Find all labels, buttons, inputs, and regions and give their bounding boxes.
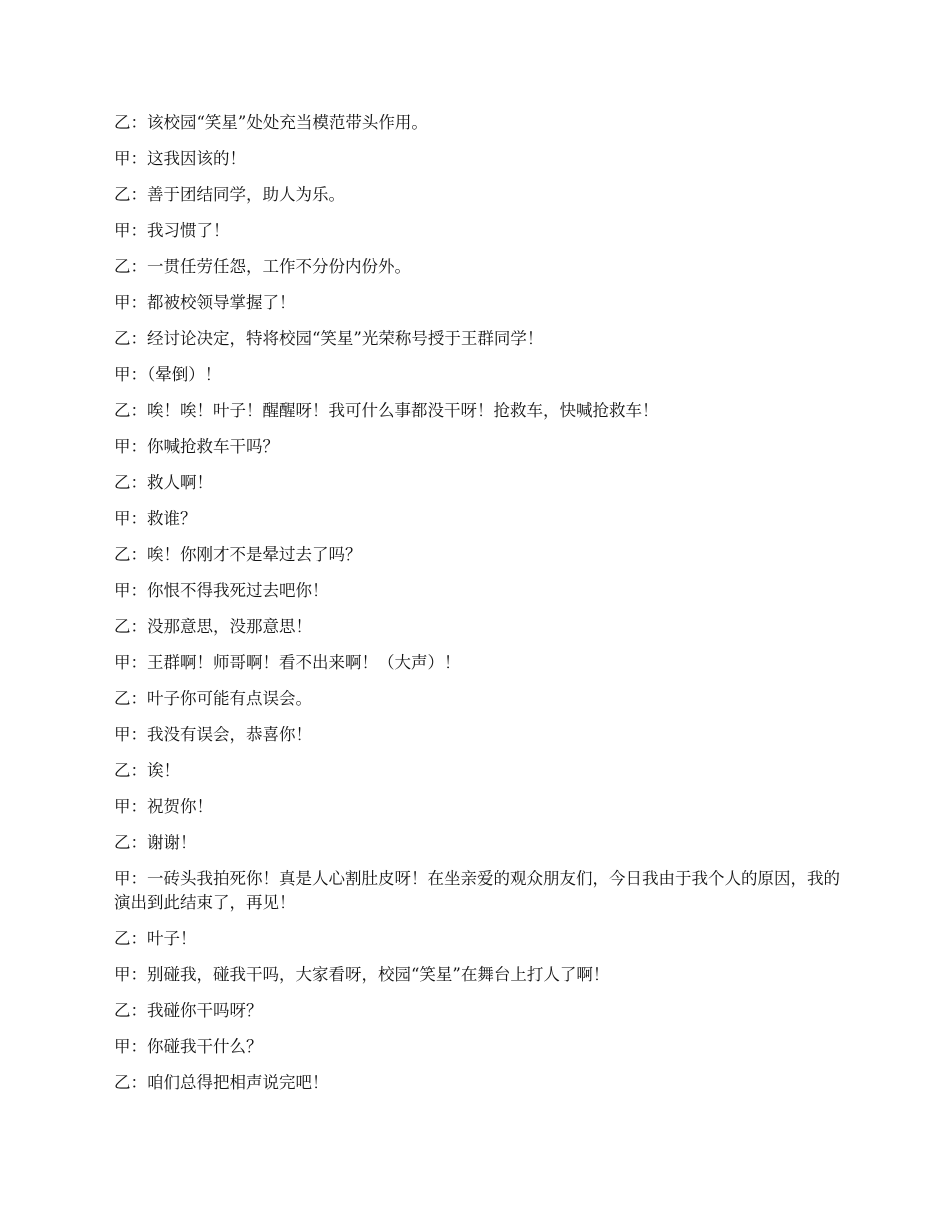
dialogue-line: 乙：谢谢！ [114, 833, 197, 852]
dialogue-line: 乙：我碰你干吗呀？ [114, 1001, 263, 1020]
dialogue-line: 乙：经讨论决定，特将校园“笑星”光荣称号授于王群同学！ [114, 329, 544, 348]
dialogue-line: 甲：我习惯了！ [114, 221, 230, 240]
dialogue-line: 乙：一贯任劳任怨，工作不分份内份外。 [114, 257, 411, 276]
dialogue-line: 乙：叶子！ [114, 929, 197, 948]
dialogue-line: 甲：你喊抢救车干吗？ [114, 437, 279, 456]
dialogue-lines [114, 111, 844, 1107]
dialogue-line: 甲：别碰我，碰我干吗，大家看呀，校园“笑星”在舞台上打人了啊！ [114, 965, 610, 984]
dialogue-line: 甲：王群啊！师哥啊！看不出来啊！（大声）！ [114, 653, 461, 672]
dialogue-line: 甲：都被校领导掌握了！ [114, 293, 296, 312]
dialogue-line: 乙：救人啊！ [114, 473, 213, 492]
dialogue-line: 乙：唉！唉！叶子！醒醒呀！我可什么事都没干呀！抢救车，快喊抢救车！ [114, 401, 659, 420]
dialogue-line: 乙：诶！ [114, 761, 180, 780]
dialogue-line: 甲：你碰我干什么？ [114, 1037, 263, 1056]
dialogue-line: 甲：你恨不得我死过去吧你！ [114, 581, 329, 600]
dialogue-line: 乙：没那意思，没那意思！ [114, 617, 312, 636]
dialogue-line: 甲：这我因该的！ [114, 149, 246, 168]
dialogue-line: 甲：救谁？ [114, 509, 197, 528]
dialogue-line: 乙：叶子你可能有点误会。 [114, 689, 312, 708]
dialogue-line: 甲：我没有误会，恭喜你！ [114, 725, 312, 744]
dialogue-line: 甲：（晕倒）！ [114, 365, 222, 384]
dialogue-line: 乙：咱们总得把相声说完吧！ [114, 1073, 329, 1092]
dialogue-line: 甲：一砖头我拍死你！真是人心割肚皮呀！在坐亲爱的观众朋友们，今日我由于我个人的原因，我的演出到此结束了，再见！ [114, 869, 840, 912]
dialogue-line: 乙：唉！你刚才不是晕过去了吗？ [114, 545, 362, 564]
dialogue-line: 甲：祝贺你！ [114, 797, 213, 816]
dialogue-line: 乙：该校园“笑星”处处充当模范带头作用。 [114, 113, 428, 132]
dialogue-line: 乙：善于团结同学，助人为乐。 [114, 185, 345, 204]
